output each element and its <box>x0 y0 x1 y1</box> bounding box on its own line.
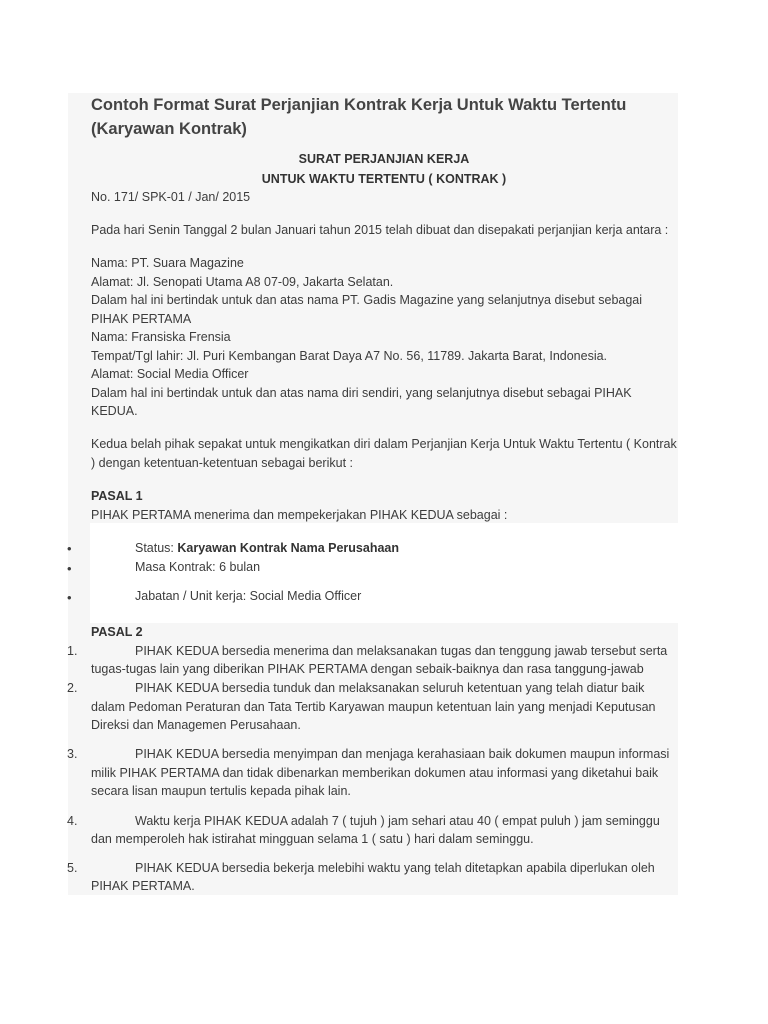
party1-role-1: Dalam hal ini bertindak untuk dan atas nama PT. Gadis Magazine yang selanjutnya disebut sebagai <box>91 293 643 307</box>
party1-role-2: PIHAK PERTAMA <box>91 312 192 326</box>
page-title-line-2: (Karyawan Kontrak) <box>91 120 247 138</box>
pasal2-heading: PASAL 2 <box>91 625 143 639</box>
list-item: Direksi dan Managemen Perusahaan. <box>91 718 301 732</box>
letter-heading-2: UNTUK WAKTU TERTENTU ( KONTRAK ) <box>261 172 507 186</box>
list-number: 4. <box>67 814 78 828</box>
intro-text: Pada hari Senin Tanggal 2 bulan Januari tahun 2015 telah dibuat dan disepakati perjanjian kerja antara : <box>91 223 669 237</box>
agreement-text-1: Kedua belah pihak sepakat untuk mengikatkan diri dalam Perjanjian Kerja Untuk Waktu Tertentu ( Kontrak <box>91 437 677 451</box>
list-item: PIHAK KEDUA bersedia menyimpan dan menjaga kerahasiaan baik dokumen maupun informasi <box>135 747 670 761</box>
pasal1-text: PIHAK PERTAMA menerima dan mempekerjakan PIHAK KEDUA sebagai : <box>91 508 508 522</box>
list-item <box>135 539 399 557</box>
list-item: Masa Kontrak: 6 bulan <box>135 560 261 574</box>
list-item: milik PIHAK PERTAMA dan tidak dibenarkan memberikan dokumen atau informasi yang diketahui baik <box>91 766 659 780</box>
party2-address: Alamat: Social Media Officer <box>91 367 249 381</box>
status-label: Status: <box>135 541 178 555</box>
list-number: 2. <box>67 681 78 695</box>
list-number: 1. <box>67 644 78 658</box>
pasal1-heading: PASAL 1 <box>91 489 143 503</box>
bullet-icon: • <box>67 541 72 556</box>
party2-name: Nama: Fransiska Frensia <box>91 330 231 344</box>
list-item: Jabatan / Unit kerja: Social Media Officer <box>135 589 362 603</box>
list-item: PIHAK KEDUA bersedia menerima dan melaksanakan tugas dan tenggung jawab tersebut serta <box>135 644 668 658</box>
list-number: 5. <box>67 861 78 875</box>
party2-birth: Tempat/Tgl lahir: Jl. Puri Kembangan Barat Daya A7 No. 56, 11789. Jakarta Barat, Indonesia. <box>91 349 608 363</box>
list-item: dalam Pedoman Peraturan dan Tata Tertib Karyawan maupun ketentuan lain yang menjadi Keputusan <box>91 700 656 714</box>
list-item: PIHAK KEDUA bersedia bekerja melebihi waktu yang telah ditetapkan apabila diperlukan oleh <box>135 861 655 875</box>
list-number: 3. <box>67 747 78 761</box>
list-item: secara lisan maupun tertulis kepada pihak lain. <box>91 784 351 798</box>
party2-role-1: Dalam hal ini bertindak untuk dan atas nama diri sendiri, yang selanjutnya disebut sebagai PIHAK <box>91 386 632 400</box>
letter-heading-1: SURAT PERJANJIAN KERJA <box>298 152 470 166</box>
list-item: tugas-tugas lain yang diberikan PIHAK PERTAMA dengan sebaik-baiknya dan rasa tanggung-jawab <box>91 662 644 676</box>
party1-name: Nama: PT. Suara Magazine <box>91 256 244 270</box>
bullet-icon: • <box>67 561 72 576</box>
status-value: Karyawan Kontrak Nama Perusahaan <box>177 541 400 555</box>
list-item: PIHAK PERTAMA. <box>91 879 195 893</box>
bullet-icon: • <box>67 590 72 605</box>
party2-role-2: KEDUA. <box>91 404 138 418</box>
list-item: dan memperoleh hak istirahat mingguan selama 1 ( satu ) hari dalam seminggu. <box>91 832 534 846</box>
agreement-text-2: ) dengan ketentuan-ketentuan sebagai berikut : <box>91 456 353 470</box>
list-item: Waktu kerja PIHAK KEDUA adalah 7 ( tujuh ) jam sehari atau 40 ( empat puluh ) jam seminggu <box>135 814 660 828</box>
page-title <box>91 93 651 141</box>
party1-address: Alamat: Jl. Senopati Utama A8 07-09, Jakarta Selatan. <box>91 275 394 289</box>
document-number: No. 171/ SPK-01 / Jan/ 2015 <box>91 190 251 204</box>
page-title-line-1: Contoh Format Surat Perjanjian Kontrak Kerja Untuk Waktu Tertentu <box>91 96 627 114</box>
list-item: PIHAK KEDUA bersedia tunduk dan melaksanakan seluruh ketentuan yang telah diatur baik <box>135 681 645 695</box>
